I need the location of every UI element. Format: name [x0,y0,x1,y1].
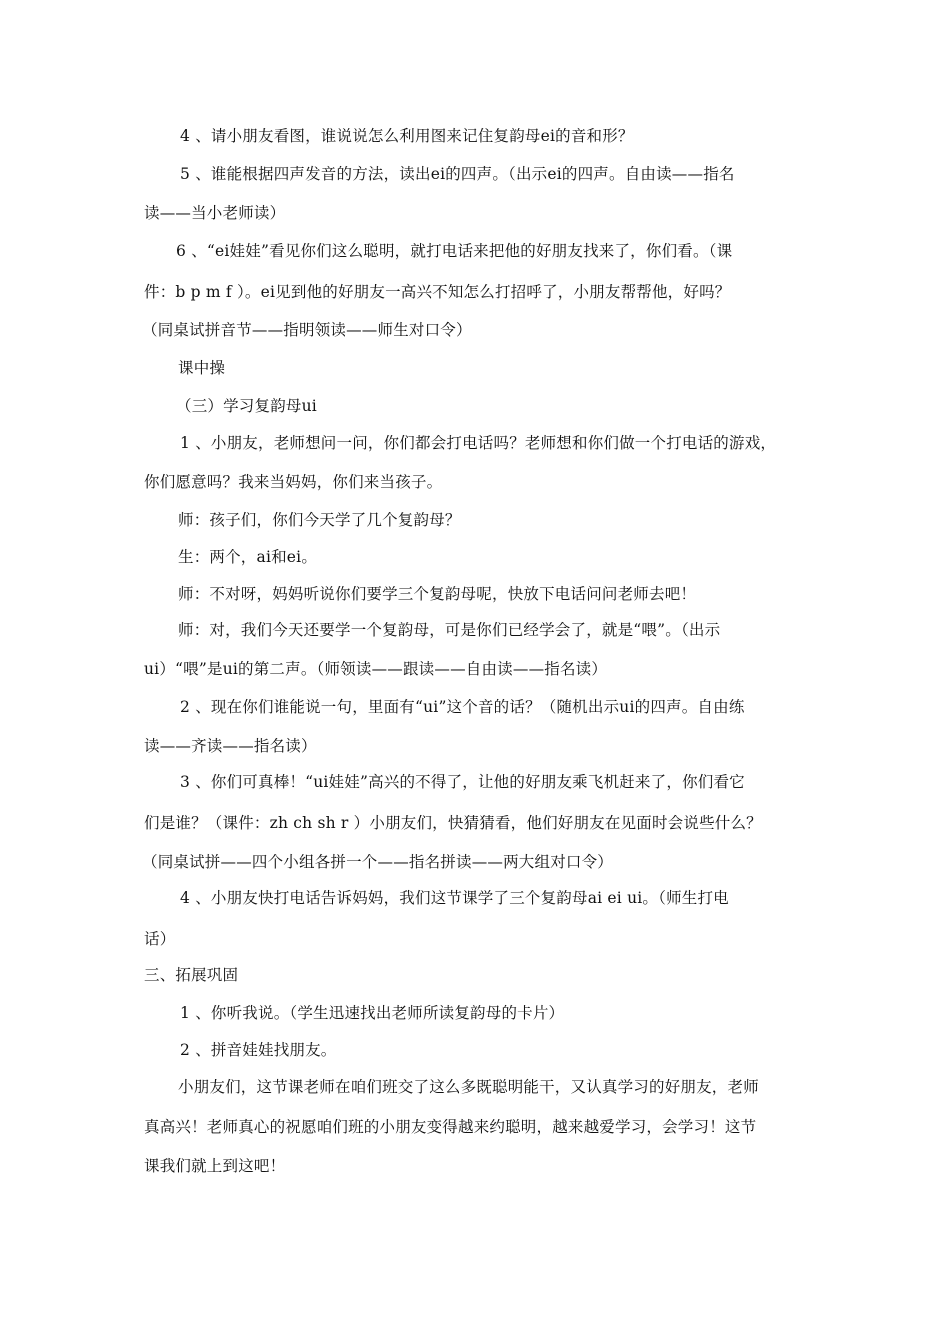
paragraph-line: 4 、请小朋友看图，谁说说怎么利用图来记住复韵母ei的音和形？ [180,127,634,145]
paragraph-line: 真高兴！老师真心的祝愿咱们班的小朋友变得越来约聪明，越来越爱学习，会学习！这节 [144,1118,757,1136]
paragraph-line: 件：b p m f ）。ei见到他的好朋友一高兴不知怎么打招呼了，小朋友帮帮他，好吗？ [144,283,731,301]
dialogue-line: 生：两个，ai和ei。 [178,548,318,566]
paragraph-line: 课我们就上到这吧！ [144,1157,286,1175]
section-heading: 三、拓展巩固 [144,966,239,984]
paragraph-line: 4 、小朋友快打电话告诉妈妈，我们这节课学了三个复韵母ai ei ui。（师生打电 [180,889,729,907]
paragraph-line: 读——当小老师读） [144,204,286,222]
paragraph-line: 小朋友们，这节课老师在咱们班交了这么多既聪明能干，又认真学习的好朋友，老师 [178,1078,759,1096]
section-heading: 课中操 [178,359,226,377]
dialogue-line: 师：不对呀，妈妈听说你们要学三个复韵母呢，快放下电话问问老师去吧！ [178,585,697,603]
paragraph-line: 6 、“ei娃娃”看见你们这么聪明，就打电话来把他的好朋友找来了，你们看。（课 [176,242,733,260]
paragraph-line: 2 、现在你们谁能说一句，里面有“ui”这个音的话？（随机出示ui的四声。自由练 [180,698,745,716]
paragraph-line: ui）“喂”是ui的第二声。（师领读——跟读——自由读——指名读） [144,660,608,678]
paragraph-line: 5 、谁能根据四声发音的方法，读出ei的四声。（出示ei的四声。自由读——指名 [180,165,735,183]
dialogue-line: 师：孩子们，你们今天学了几个复韵母？ [178,511,461,529]
section-heading: （三）学习复韵母ui [176,397,317,415]
dialogue-line: 师：对，我们今天还要学一个复韵母，可是你们已经学会了，就是“喂”。（出示 [178,621,721,639]
paragraph-line: 读——齐读——指名读） [144,737,317,755]
paragraph-line: 你们愿意吗？我来当妈妈，你们来当孩子。 [144,473,443,491]
paragraph-line: 们是谁？（课件：zh ch sh r ）小朋友们，快猜猜看，他们好朋友在见面时会说些什么？ [144,814,762,832]
paragraph-line: 3 、你们可真棒！“ui娃娃”高兴的不得了，让他的好朋友乘飞机赶来了，你们看它 [180,773,745,791]
paragraph-line: （同桌试拼音节——指明领读——师生对口令） [142,321,472,339]
paragraph-line: 话） [144,930,176,948]
paragraph-line: 1 、小朋友，老师想问一问，你们都会打电话吗？老师想和你们做一个打电话的游戏， [180,434,777,452]
paragraph-line: （同桌试拼——四个小组各拼一个——指名拼读——两大组对口令） [142,853,614,871]
paragraph-line: 2 、拼音娃娃找朋友。 [180,1041,337,1059]
paragraph-line: 1 、你听我说。（学生迅速找出老师所读复韵母的卡片） [180,1004,565,1022]
